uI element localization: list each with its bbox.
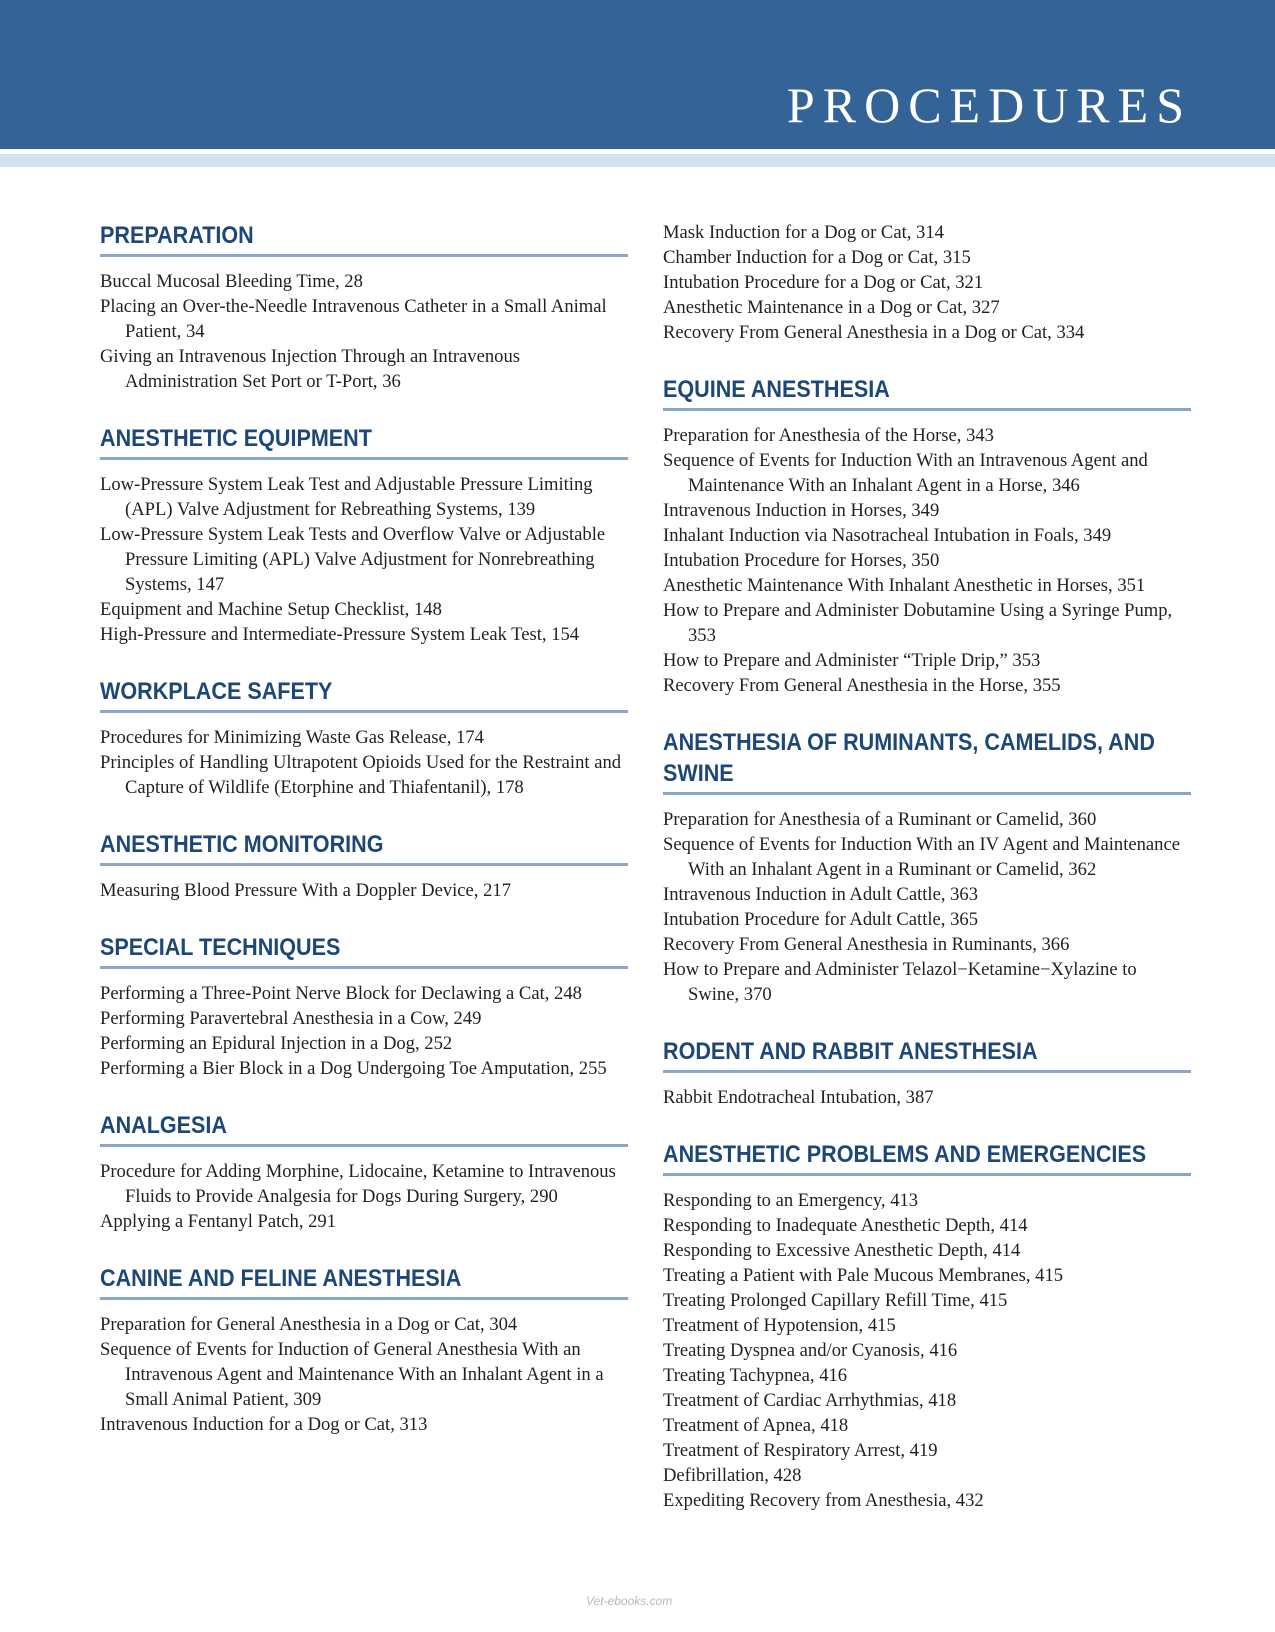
procedure-entry: Applying a Fentanyl Patch, 291 [100, 1211, 337, 1232]
procedure-entry: How to Prepare and Administer “Triple Drip,” 353 [663, 650, 1041, 671]
right-column [663, 220, 1191, 1542]
procedure-entry: Anesthetic Maintenance in a Dog or Cat, 327 [663, 297, 1000, 318]
procedure-entry: Low-Pressure System Leak Test and Adjustable Pressure Limiting (APL) Valve Adjustment for Rebreathing Systems, 139 [100, 474, 593, 520]
procedure-entry: Treating a Patient with Pale Mucous Membranes, 415 [663, 1265, 1064, 1286]
section-heading: SPECIAL TECHNIQUES [100, 932, 628, 969]
procedure-entry: Intravenous Induction for a Dog or Cat, 313 [100, 1414, 428, 1435]
procedure-entry: Treating Dyspnea and/or Cyanosis, 416 [663, 1340, 958, 1361]
section [100, 829, 628, 903]
section [100, 932, 628, 1081]
procedure-list [663, 807, 1191, 1007]
procedure-entry: Measuring Blood Pressure With a Doppler Device, 217 [100, 880, 511, 901]
section [663, 374, 1191, 698]
section-heading: ANESTHETIC EQUIPMENT [100, 423, 628, 460]
section [100, 423, 628, 647]
procedure-entry: Recovery From General Anesthesia in the Horse, 355 [663, 675, 1061, 696]
procedure-list [100, 269, 628, 394]
procedure-entry: Treatment of Respiratory Arrest, 419 [663, 1440, 938, 1461]
section [100, 220, 628, 394]
section-heading: ANESTHETIC MONITORING [100, 829, 628, 866]
procedure-entry: Performing an Epidural Injection in a Dog, 252 [100, 1033, 453, 1054]
procedure-list [100, 1159, 628, 1234]
procedure-entry: Procedures for Minimizing Waste Gas Release, 174 [100, 727, 484, 748]
procedure-entry: Sequence of Events for Induction of General Anesthesia With an Intravenous Agent and Maintenance With an Inhalant Agent in a Small Animal Patient, 309 [100, 1339, 604, 1410]
procedure-entry: Responding to Excessive Anesthetic Depth, 414 [663, 1240, 1021, 1261]
left-column [100, 220, 628, 1466]
watermark: Vet-ebooks.com [586, 1594, 673, 1608]
procedure-entry: Expediting Recovery from Anesthesia, 432 [663, 1490, 984, 1511]
procedure-entry: Performing Paravertebral Anesthesia in a Cow, 249 [100, 1008, 482, 1029]
page-title: PROCEDURES [786, 77, 1192, 133]
procedure-list [100, 1312, 628, 1437]
procedure-entry: Treating Tachypnea, 416 [663, 1365, 848, 1386]
section-heading: CANINE AND FELINE ANESTHESIA [100, 1263, 628, 1300]
procedure-entry: How to Prepare and Administer Telazol−Ketamine−Xylazine to Swine, 370 [663, 959, 1137, 1005]
procedure-entry: Equipment and Machine Setup Checklist, 148 [100, 599, 442, 620]
procedure-entry: Placing an Over-the-Needle Intravenous Catheter in a Small Animal Patient, 34 [100, 296, 607, 342]
procedure-entry: Recovery From General Anesthesia in a Dog or Cat, 334 [663, 322, 1085, 343]
section [663, 1036, 1191, 1110]
procedure-entry: How to Prepare and Administer Dobutamine Using a Syringe Pump, 353 [663, 600, 1173, 646]
section [100, 1110, 628, 1234]
procedure-list [100, 878, 628, 903]
procedure-entry: Intravenous Induction in Adult Cattle, 363 [663, 884, 979, 905]
section-heading: PREPARATION [100, 220, 628, 257]
section [663, 727, 1191, 1007]
section-heading: EQUINE ANESTHESIA [663, 374, 1191, 411]
procedure-entry: Principles of Handling Ultrapotent Opioids Used for the Restraint and Capture of Wildlife (Etorphine and Thiafentanil), 178 [100, 752, 622, 798]
procedure-entry: Chamber Induction for a Dog or Cat, 315 [663, 247, 971, 268]
procedure-entry: Preparation for General Anesthesia in a Dog or Cat, 304 [100, 1314, 518, 1335]
procedure-entry: Treatment of Cardiac Arrhythmias, 418 [663, 1390, 957, 1411]
procedure-entry: Mask Induction for a Dog or Cat, 314 [663, 222, 944, 243]
procedure-list [663, 1188, 1191, 1513]
section-heading: ANALGESIA [100, 1110, 628, 1147]
procedure-entry: Low-Pressure System Leak Tests and Overflow Valve or Adjustable Pressure Limiting (APL) Valve Adjustment for Nonrebreathing Systems, 147 [100, 524, 606, 595]
header-banner [0, 0, 1275, 149]
procedure-entry: Preparation for Anesthesia of a Ruminant or Camelid, 360 [663, 809, 1097, 830]
procedure-entry: Responding to Inadequate Anesthetic Depth, 414 [663, 1215, 1028, 1236]
procedure-entry: Treating Prolonged Capillary Refill Time, 415 [663, 1290, 1008, 1311]
procedure-list [100, 472, 628, 647]
header-accent-stripe [0, 154, 1275, 167]
procedure-list [663, 220, 1191, 345]
procedure-list [663, 1085, 1191, 1110]
section-heading: ANESTHETIC PROBLEMS AND EMERGENCIES [663, 1139, 1191, 1176]
procedure-entry: Treatment of Hypotension, 415 [663, 1315, 896, 1336]
procedure-entry: Anesthetic Maintenance With Inhalant Anesthetic in Horses, 351 [663, 575, 1146, 596]
section-heading: WORKPLACE SAFETY [100, 676, 628, 713]
procedure-list [100, 725, 628, 800]
section-heading: RODENT AND RABBIT ANESTHESIA [663, 1036, 1191, 1073]
procedure-list [100, 981, 628, 1081]
procedure-entry: Intubation Procedure for Horses, 350 [663, 550, 940, 571]
procedure-list [663, 423, 1191, 698]
procedure-entry: Intubation Procedure for a Dog or Cat, 321 [663, 272, 984, 293]
procedure-entry: Buccal Mucosal Bleeding Time, 28 [100, 271, 363, 292]
procedure-entry: Sequence of Events for Induction With an IV Agent and Maintenance With an Inhalant Agent in a Ruminant or Camelid, 362 [663, 834, 1180, 880]
procedure-entry: Treatment of Apnea, 418 [663, 1415, 849, 1436]
procedure-entry: Rabbit Endotracheal Intubation, 387 [663, 1087, 934, 1108]
procedure-entry: Responding to an Emergency, 413 [663, 1190, 919, 1211]
section [663, 1139, 1191, 1513]
procedure-entry: Performing a Bier Block in a Dog Undergoing Toe Amputation, 255 [100, 1058, 607, 1079]
procedure-entry: Performing a Three-Point Nerve Block for Declawing a Cat, 248 [100, 983, 582, 1004]
procedure-entry: Preparation for Anesthesia of the Horse, 343 [663, 425, 994, 446]
section [663, 220, 1191, 345]
procedure-entry: Intubation Procedure for Adult Cattle, 365 [663, 909, 978, 930]
procedure-entry: Defibrillation, 428 [663, 1465, 802, 1486]
procedure-entry: Giving an Intravenous Injection Through an Intravenous Administration Set Port or T-Port, 36 [100, 346, 520, 392]
procedure-entry: Recovery From General Anesthesia in Ruminants, 366 [663, 934, 1070, 955]
section [100, 1263, 628, 1437]
procedure-entry: Sequence of Events for Induction With an Intravenous Agent and Maintenance With an Inhalant Agent in a Horse, 346 [663, 450, 1148, 496]
procedure-entry: Intravenous Induction in Horses, 349 [663, 500, 940, 521]
section [100, 676, 628, 800]
procedure-entry: High-Pressure and Intermediate-Pressure System Leak Test, 154 [100, 624, 580, 645]
section-heading: ANESTHESIA OF RUMINANTS, CAMELIDS, AND SWINE [663, 727, 1191, 795]
procedure-entry: Procedure for Adding Morphine, Lidocaine, Ketamine to Intravenous Fluids to Provide Analgesia for Dogs During Surgery, 290 [100, 1161, 616, 1207]
procedure-entry: Inhalant Induction via Nasotracheal Intubation in Foals, 349 [663, 525, 1112, 546]
